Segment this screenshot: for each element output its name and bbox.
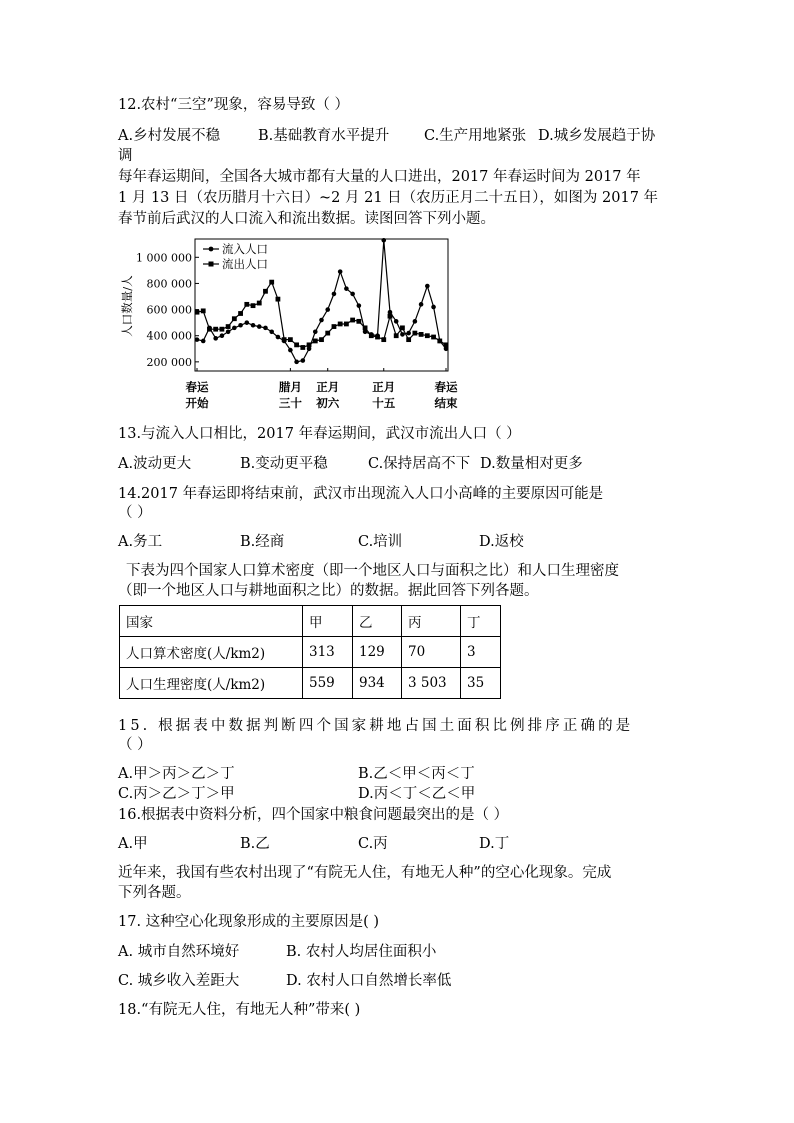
legend-outflow-label: 流出人口 bbox=[222, 257, 268, 271]
q16-stem: 16.根据表中资料分析，四个国家中粮食问题最突出的是（ ） bbox=[118, 807, 509, 823]
passage2-line1: 下表为四个国家人口算术密度（即一个地区人口与面积之比）和人口生理密度 bbox=[126, 563, 619, 579]
q13-stem: 13.与流入人口相比，2017 年春运期间，武汉市流出人口（ ） bbox=[118, 426, 521, 442]
y-tick-label: 400 000 bbox=[146, 329, 192, 343]
table-header-cell: 丁 bbox=[461, 606, 501, 637]
outflow-point bbox=[344, 322, 349, 327]
q15-option-d: D.丙＜丁＜乙＜甲 bbox=[358, 786, 476, 802]
q12-option-d: D.城乡发展趋于协 bbox=[538, 128, 656, 144]
inflow-point bbox=[276, 335, 281, 340]
outflow-point bbox=[406, 337, 411, 342]
outflow-point bbox=[276, 297, 281, 302]
outflow-point bbox=[257, 301, 262, 306]
inflow-point bbox=[220, 333, 225, 338]
table-header-cell: 丙 bbox=[402, 606, 461, 637]
x-tick-label: 正月 bbox=[372, 380, 396, 394]
inflow-point bbox=[344, 286, 349, 291]
y-axis-label-text: 人口数量/人 bbox=[120, 275, 134, 337]
inflow-point bbox=[313, 329, 318, 334]
outflow-point bbox=[400, 325, 405, 330]
q12-option-c: C.生产用地紧张 bbox=[424, 128, 527, 144]
outflow-point bbox=[381, 337, 386, 342]
outflow-point bbox=[300, 345, 305, 350]
x-tick-label: 结束 bbox=[434, 396, 458, 410]
inflow-point bbox=[325, 307, 330, 312]
outflow-point bbox=[444, 342, 449, 347]
x-tick-label: 十五 bbox=[372, 396, 396, 410]
inflow-point bbox=[425, 284, 430, 289]
outflow-point bbox=[394, 333, 399, 338]
outflow-point bbox=[425, 333, 430, 338]
inflow-point bbox=[257, 324, 262, 329]
outflow-point bbox=[238, 311, 243, 316]
outflow-point bbox=[363, 325, 368, 330]
outflow-point bbox=[294, 342, 299, 347]
y-tick-label: 600 000 bbox=[146, 303, 192, 317]
passage1-line2: 1 月 13 日（农历腊月十六日）~2 月 21 日（农历正月二十五日），如图为 2017 年 bbox=[118, 190, 659, 206]
inflow-point bbox=[338, 269, 343, 274]
inflow-point bbox=[350, 292, 355, 297]
legend-inflow-marker bbox=[209, 247, 214, 252]
q18-stem: 18.“有院无人住，有地无人种”带来( ) bbox=[118, 1002, 361, 1018]
inflow-point bbox=[332, 292, 337, 297]
inflow-point bbox=[238, 323, 243, 328]
q12-option-d-wrap: 调 bbox=[118, 148, 133, 164]
inflow-point bbox=[319, 318, 324, 323]
y-tick-label: 1 000 000 bbox=[136, 251, 192, 265]
outflow-point bbox=[350, 318, 355, 323]
inflow-point bbox=[400, 332, 405, 337]
inflow-point bbox=[394, 319, 399, 324]
table-row bbox=[120, 668, 501, 699]
table-cell: 129 bbox=[353, 637, 402, 668]
passage3-line1: 近年来，我国有些农村出现了“有院无人住，有地无人种”的空心化现象。完成 bbox=[118, 865, 612, 881]
outflow-point bbox=[244, 302, 249, 307]
table-cell: 3 bbox=[461, 637, 501, 668]
x-tick-label: 正月 bbox=[316, 380, 340, 394]
q16-option-a: A.甲 bbox=[118, 836, 148, 852]
q13-option-b: B.变动更平稳 bbox=[240, 456, 328, 472]
inflow-point bbox=[419, 302, 424, 307]
inflow-point bbox=[381, 238, 386, 243]
q17-option-d: D. 农村人口自然增长率低 bbox=[286, 973, 452, 989]
outflow-point bbox=[332, 324, 337, 329]
outflow-point bbox=[232, 316, 237, 321]
q17-option-a: A. 城市自然环境好 bbox=[118, 944, 240, 960]
q13-option-d: D.数量相对更多 bbox=[480, 456, 583, 472]
q16-option-b: B.乙 bbox=[240, 836, 270, 852]
outflow-point bbox=[313, 339, 318, 344]
table-cell: 313 bbox=[303, 637, 353, 668]
inflow-point bbox=[251, 323, 256, 328]
passage1-line3: 春节前后武汉的人口流入和流出数据。读图回答下列小题。 bbox=[118, 211, 495, 227]
outflow-point bbox=[213, 327, 218, 332]
outflow-point bbox=[226, 324, 231, 329]
q14-option-d: D.返校 bbox=[479, 534, 524, 550]
table-header-cell: 国家 bbox=[120, 606, 303, 637]
outflow-point bbox=[412, 331, 417, 336]
outflow-point bbox=[263, 289, 268, 294]
q15-option-b: B.乙＜甲＜丙＜丁 bbox=[358, 766, 475, 782]
table-cell: 人口算术密度(人/km2) bbox=[120, 637, 303, 668]
outflow-point bbox=[269, 280, 274, 285]
outflow-point bbox=[307, 342, 312, 347]
outflow-point bbox=[195, 310, 200, 315]
table-header-cell: 甲 bbox=[303, 606, 353, 637]
outflow-point bbox=[388, 314, 393, 319]
inflow-point bbox=[195, 337, 200, 342]
q14-option-b: B.经商 bbox=[240, 534, 285, 550]
q13-option-a: A.波动更大 bbox=[118, 456, 192, 472]
outflow-point bbox=[375, 335, 380, 340]
passage3-line2: 下列各题。 bbox=[118, 885, 191, 901]
inflow-point bbox=[294, 360, 299, 365]
x-tick-label: 三十 bbox=[278, 396, 302, 410]
q14-option-c: C.培训 bbox=[358, 534, 403, 550]
legend-inflow-label: 流入人口 bbox=[222, 242, 268, 256]
x-tick-label: 春运 bbox=[434, 380, 458, 394]
q14-stem: 14.2017 年春运即将结束前，武汉市出现流入人口小高峰的主要原因可能是 bbox=[118, 486, 604, 502]
x-tick-label: 春运 bbox=[185, 380, 209, 394]
q15-stem: 15. 根据表中数据判断四个国家耕地占国土面积比例排序正确的是 bbox=[118, 718, 634, 734]
y-tick-label: 800 000 bbox=[146, 277, 192, 291]
inflow-point bbox=[226, 329, 231, 334]
inflow-point bbox=[413, 319, 418, 324]
table-cell: 70 bbox=[402, 637, 461, 668]
outflow-point bbox=[325, 331, 330, 336]
inflow-point bbox=[431, 305, 436, 310]
inflow-point bbox=[269, 329, 274, 334]
passage1-line1: 每年春运期间，全国各大城市都有大量的人口进出，2017 年春运时间为 2017 年 bbox=[118, 169, 641, 185]
outflow-point bbox=[437, 339, 442, 344]
outflow-point bbox=[201, 308, 206, 313]
q14-stem-blank: （ ） bbox=[118, 505, 152, 521]
q12-stem: 12.农村“三空”现象，容易导致（ ） bbox=[118, 97, 349, 113]
outflow-point bbox=[356, 319, 361, 324]
y-axis-label bbox=[120, 275, 134, 337]
q12-option-a: A.乡村发展不稳 bbox=[118, 128, 221, 144]
q15-option-c: C.丙＞乙＞丁＞甲 bbox=[118, 786, 235, 802]
inflow-point bbox=[245, 320, 250, 325]
table-header-cell: 乙 bbox=[353, 606, 402, 637]
inflow-point bbox=[288, 348, 293, 353]
outflow-point bbox=[207, 327, 212, 332]
q14-option-a: A.务工 bbox=[118, 534, 163, 550]
inflow-point bbox=[213, 336, 218, 341]
table-cell: 3 503 bbox=[402, 668, 461, 699]
q16-option-c: C.丙 bbox=[358, 836, 388, 852]
outflow-point bbox=[251, 303, 256, 308]
inflow-point bbox=[301, 358, 306, 363]
q16-option-d: D.丁 bbox=[479, 836, 510, 852]
table-cell: 人口生理密度(人/km2) bbox=[120, 668, 303, 699]
q17-stem: 17. 这种空心化现象形成的主要原因是( ) bbox=[118, 914, 380, 930]
outflow-point bbox=[319, 337, 324, 342]
q15-option-a: A.甲＞丙＞乙＞丁 bbox=[118, 766, 235, 782]
q15-stem-blank: （ ） bbox=[118, 737, 152, 753]
q17-option-c: C. 城乡收入差距大 bbox=[118, 973, 240, 989]
x-tick-label: 开始 bbox=[185, 396, 209, 410]
inflow-point bbox=[357, 303, 362, 308]
q13-option-c: C.保持居高不下 bbox=[368, 456, 471, 472]
x-tick-label: 初六 bbox=[316, 396, 340, 410]
density-table bbox=[119, 605, 501, 699]
y-tick-label: 200 000 bbox=[146, 355, 192, 369]
legend bbox=[203, 242, 268, 271]
inflow-point bbox=[201, 339, 206, 344]
table-row bbox=[120, 637, 501, 668]
table-header-row bbox=[120, 606, 501, 637]
outflow-point bbox=[288, 337, 293, 342]
population-flow-chart bbox=[118, 236, 468, 414]
q12-option-b: B.基础教育水平提升 bbox=[258, 128, 390, 144]
legend-outflow-marker bbox=[209, 262, 214, 267]
q17-option-b: B. 农村人均居住面积小 bbox=[286, 944, 437, 960]
outflow-point bbox=[282, 337, 287, 342]
outflow-point bbox=[431, 335, 436, 340]
table-cell: 559 bbox=[303, 668, 353, 699]
outflow-point bbox=[338, 322, 343, 327]
passage2-line2: （即一个地区人口与耕地面积之比）的数据。据此回答下列各题。 bbox=[118, 583, 539, 599]
outflow-point bbox=[419, 332, 424, 337]
outflow-point bbox=[369, 333, 374, 338]
inflow-point bbox=[406, 331, 411, 336]
inflow-point bbox=[263, 326, 268, 331]
outflow-point bbox=[220, 327, 225, 332]
table-cell: 35 bbox=[461, 668, 501, 699]
inflow-point bbox=[232, 326, 237, 331]
x-tick-label: 腊月 bbox=[278, 380, 302, 394]
table-cell: 934 bbox=[353, 668, 402, 699]
